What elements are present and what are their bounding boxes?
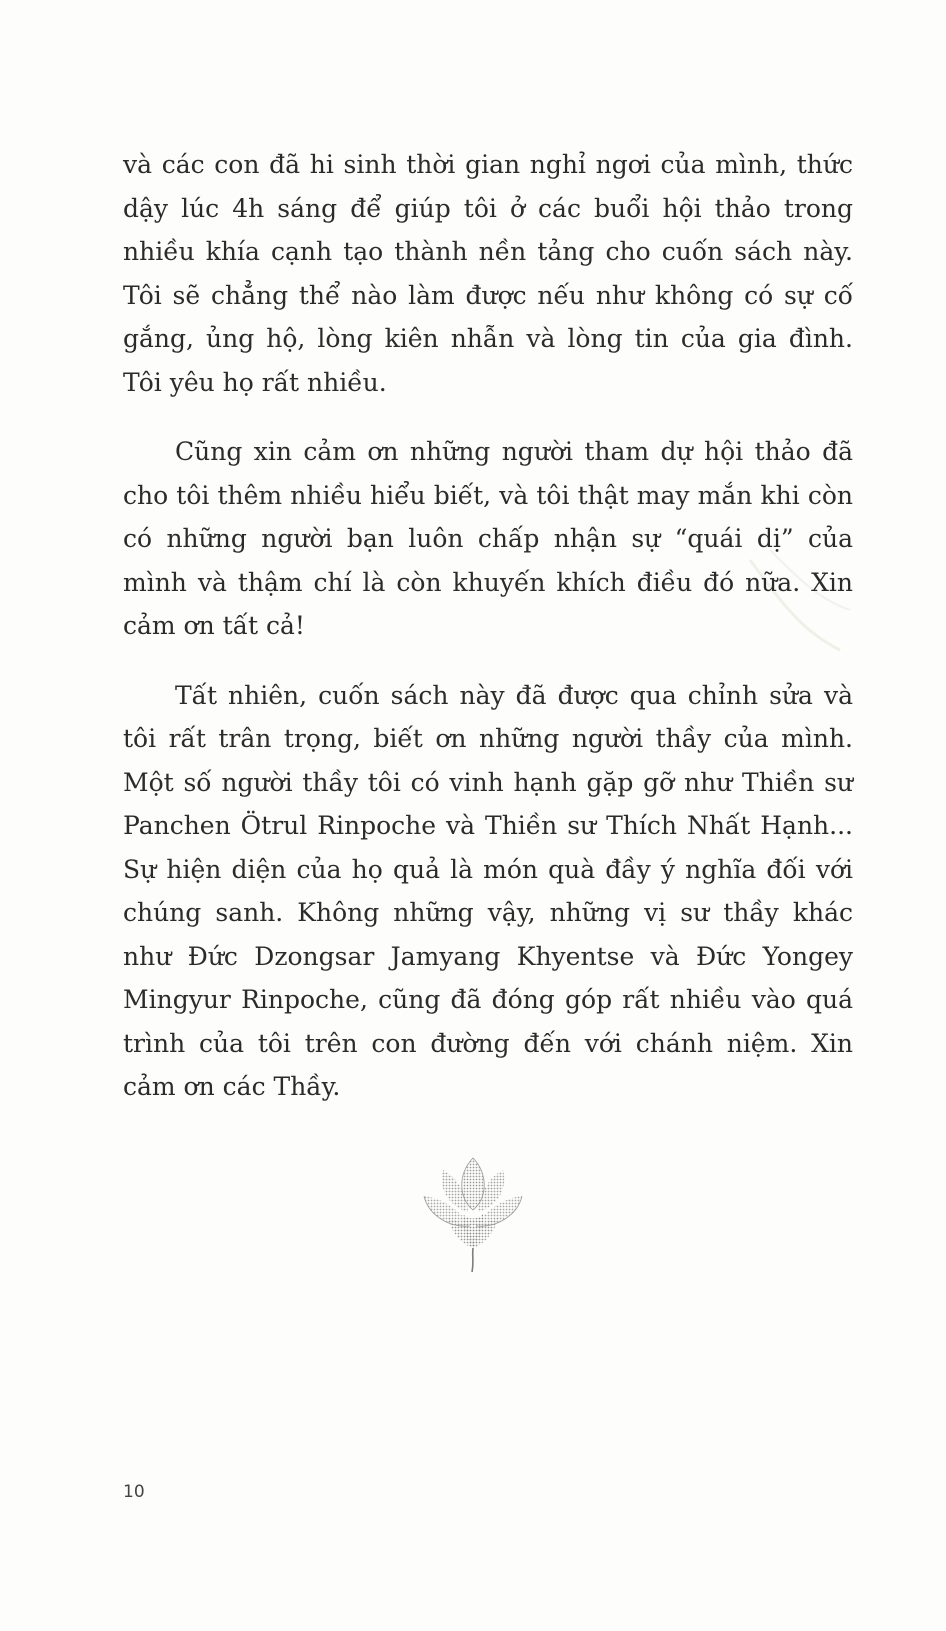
paragraph-3: Tất nhiên, cuốn sách này đã được qua chỉnh sửa và tôi rất trân trọng, biết ơn những người thầy của mình. Một số người thầy tôi có vinh hạnh gặp gỡ như Thiền sư Panchen Ötrul Rinpoche và Thiền sư Thích Nhất Hạnh... Sự hiện diện của họ quả là món quà đầy ý nghĩa đối với chúng sanh. Không những vậy, những vị sư thầy khác như Đức Dzongsar Jamyang Khyentse và Đức Yongey Mingyur Rinpoche, cũng đã đóng góp rất nhiều vào quá trình của tôi trên con đường đến với chánh niệm. Xin cảm ơn các Thầy.: [123, 680, 853, 1101]
lotus-icon: [418, 1148, 528, 1274]
body-text: [123, 143, 853, 1135]
paragraph-1: và các con đã hi sinh thời gian nghỉ ngơi của mình, thức dậy lúc 4h sáng để giúp tôi ở các buổi hội thảo trong nhiều khía cạnh tạo thành nền tảng cho cuốn sách này. Tôi sẽ chẳng thể nào làm được nếu như không có sự cố gắng, ủng hộ, lòng kiên nhẫn và lòng tin của gia đình. Tôi yêu họ rất nhiều.: [123, 150, 853, 397]
paragraph-2: Cũng xin cảm ơn những người tham dự hội thảo đã cho tôi thêm nhiều hiểu biết, và tôi thật may mắn khi còn có những người bạn luôn chấp nhận sự “quái dị” của mình và thậm chí là còn khuyến khích điều đó nữa. Xin cảm ơn tất cả!: [123, 437, 853, 640]
page-number: 10: [123, 1482, 145, 1502]
